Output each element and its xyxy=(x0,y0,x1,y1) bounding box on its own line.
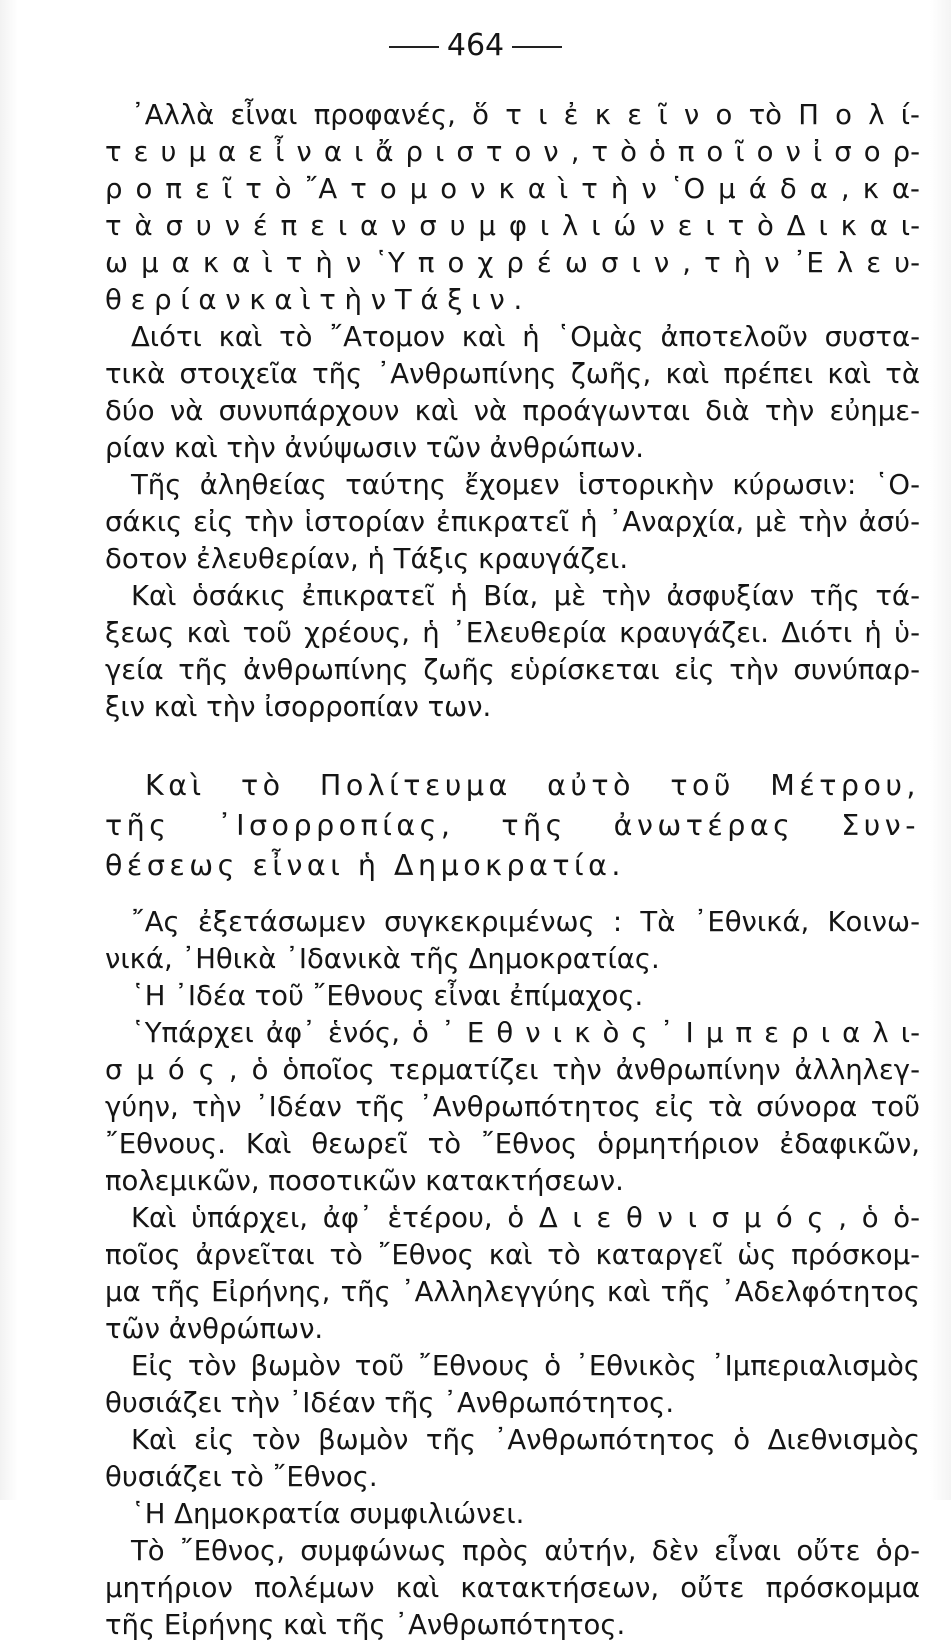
text-line: τ ὰ σ υ ν έ π ε ι α ν σ υ μ φ ι λ ι ώ ν ε ι τ ὸ Δ ι κ α ι- xyxy=(105,210,920,242)
paragraph xyxy=(105,1496,920,1533)
section-gap xyxy=(105,886,920,904)
section-heading xyxy=(105,766,920,886)
text-line: πολεμικῶν, ποσοτικῶν κατακτήσεων. xyxy=(105,1165,624,1197)
text-line: ξεως καὶ τοῦ χρέους, ἡ ᾿Ελευθερία κραυγάζει. Διότι ἡ ὑ- xyxy=(105,617,920,649)
text-line: σάκις εἰς τὴν ἱστορίαν ἐπικρατεῖ ἡ ᾿Αναρχία, μὲ τὴν ἀσύ- xyxy=(105,506,920,538)
text-line: τικὰ στοιχεῖα τῆς ᾿Ανθρωπίνης ζωῆς, καὶ πρέπει καὶ τὰ xyxy=(105,358,920,390)
text-line: ποῖος ἀρνεῖται τὸ ῎Εθνος καὶ τὸ καταργεῖ ὡς πρόσκομ- xyxy=(105,1239,920,1271)
section-gap xyxy=(105,726,920,766)
text-line: ρ ο π ε ῖ τ ὸ ῎Α τ ο μ ο ν κ α ὶ τ ὴ ν ῾Ο μ ά δ α , κ α- xyxy=(105,173,920,205)
page-body xyxy=(105,97,920,1644)
text-line: μητήριον πολέμων καὶ κατακτήσεων, οὔτε πρόσκομμα xyxy=(105,1572,920,1604)
paragraph xyxy=(105,578,920,726)
header-dash-right xyxy=(512,46,562,48)
heading-line: τῆς ᾿Ισορροπίας, τῆς ἀνωτέρας Συν- xyxy=(105,809,920,842)
header-dash-left xyxy=(389,46,439,48)
text-line: ῾Υπάρχει ἀφ᾿ ἑνός, ὁ ᾿ Ε θ ν ι κ ὸ ς ᾿ Ι μ π ε ρ ι α λ ι- xyxy=(131,1017,920,1049)
text-line: θ ε ρ ί α ν κ α ὶ τ ὴ ν Τ ά ξ ι ν . xyxy=(105,284,523,316)
text-line: τῆς Εἰρήνης καὶ τῆς ᾿Ανθρωπότητος. xyxy=(105,1609,626,1641)
text-line: Καὶ ὁσάκις ἐπικρατεῖ ἡ Βία, μὲ τὴν ἀσφυξίαν τῆς τά- xyxy=(131,580,920,612)
paragraph xyxy=(105,1533,920,1644)
paragraph xyxy=(105,1200,920,1348)
text-line: Τὸ ῎Εθνος, συμφώνως πρὸς αὐτήν, δὲν εἶναι οὔτε ὁρ- xyxy=(131,1535,920,1567)
text-line: γύην, τὴν ᾿Ιδέαν τῆς ᾿Ανθρωπότητος εἰς τὰ σύνορα τοῦ xyxy=(105,1091,920,1123)
paragraph xyxy=(105,319,920,467)
text-line: μα τῆς Εἰρήνης, τῆς ᾿Αλληλεγγύης καὶ τῆς ᾿Αδελφότητος xyxy=(105,1276,920,1308)
text-line: θυσιάζει τὸ ῎Εθνος. xyxy=(105,1461,378,1493)
text-line: ρίαν καὶ τὴν ἀνύψωσιν τῶν ἀνθρώπων. xyxy=(105,432,645,464)
text-line: ω μ α κ α ὶ τ ὴ ν ῾Υ π ο χ ρ έ ω σ ι ν , τ ὴ ν ᾿Ε λ ε υ- xyxy=(105,247,920,279)
paragraph xyxy=(105,1015,920,1200)
text-line: σ μ ό ς , ὁ ὁποῖος τερματίζει τὴν ἀνθρωπίνην ἀλληλεγ- xyxy=(105,1054,920,1086)
page-number: 464 xyxy=(446,28,505,63)
text-line: τ ε υ μ α ε ἶ ν α ι ἄ ρ ι σ τ ο ν , τ ὸ ὁ π ο ῖ ο ν ἰ σ ο ρ- xyxy=(105,136,920,168)
text-line: νικά, ᾿Ηθικὰ ᾿Ιδανικὰ τῆς Δημοκρατίας. xyxy=(105,943,660,975)
paragraph xyxy=(105,1348,920,1422)
text-line: Διότι καὶ τὸ ῎Ατομον καὶ ἡ ῾Ομὰς ἀποτελοῦν συστα- xyxy=(131,321,920,353)
text-line: Τῆς ἀληθείας ταύτης ἔχομεν ἱστορικὴν κύρωσιν: ῾Ο- xyxy=(131,469,920,501)
paragraph xyxy=(105,97,920,319)
text-line: θυσιάζει τὴν ᾿Ιδέαν τῆς ᾿Ανθρωπότητος. xyxy=(105,1387,675,1419)
text-line: ᾿Αλλὰ εἶναι προφανές, ὅ τ ι ἐ κ ε ῖ ν ο τὸ Π ο λ ί- xyxy=(131,99,920,131)
text-line: ῎Ας ἐξετάσωμεν συγκεκριμένως : Τὰ ᾿Εθνικά, Κοινω- xyxy=(131,906,920,938)
text-line: ξιν καὶ τὴν ἰσορροπίαν των. xyxy=(105,691,492,723)
text-line: τῶν ἀνθρώπων. xyxy=(105,1313,324,1345)
heading-line: Καὶ τὸ Πολίτευμα αὐτὸ τοῦ Μέτρου, xyxy=(145,769,920,802)
paragraph xyxy=(105,1422,920,1496)
text-line: ῎Εθνους. Καὶ θεωρεῖ τὸ ῎Εθνος ὁρμητήριον ἐδαφικῶν, xyxy=(105,1128,920,1160)
text-line: ῾Η ᾿Ιδέα τοῦ ῎Εθνους εἶναι ἐπίμαχος. xyxy=(131,980,644,1012)
text-line: Καὶ εἰς τὸν βωμὸν τῆς ᾿Ανθρωπότητος ὁ Διεθνισμὸς xyxy=(131,1424,920,1456)
text-line: γεία τῆς ἀνθρωπίνης ζωῆς εὑρίσκεται εἰς τὴν συνύπαρ- xyxy=(105,654,920,686)
paragraph xyxy=(105,904,920,978)
text-line: Καὶ ὑπάρχει, ἀφ᾿ ἑτέρου, ὁ Δ ι ε θ ν ι σ μ ό ς , ὁ ὁ- xyxy=(131,1202,920,1234)
text-line: ῾Η Δημοκρατία συμφιλιώνει. xyxy=(131,1498,525,1530)
text-line: Εἰς τὸν βωμὸν τοῦ ῎Εθνους ὁ ᾿Εθνικὸς ᾿Ιμπεριαλισμὸς xyxy=(131,1350,920,1382)
text-line: δύο νὰ συνυπάρχουν καὶ νὰ προάγωνται διὰ τὴν εὐημε- xyxy=(105,395,920,427)
text-line: δοτον ἐλευθερίαν, ἡ Τάξις κραυγάζει. xyxy=(105,543,629,575)
paragraph xyxy=(105,978,920,1015)
heading-line: θέσεως εἶναι ἡ Δημοκρατία. xyxy=(105,849,625,882)
paragraph xyxy=(105,467,920,578)
page-header xyxy=(0,28,951,63)
